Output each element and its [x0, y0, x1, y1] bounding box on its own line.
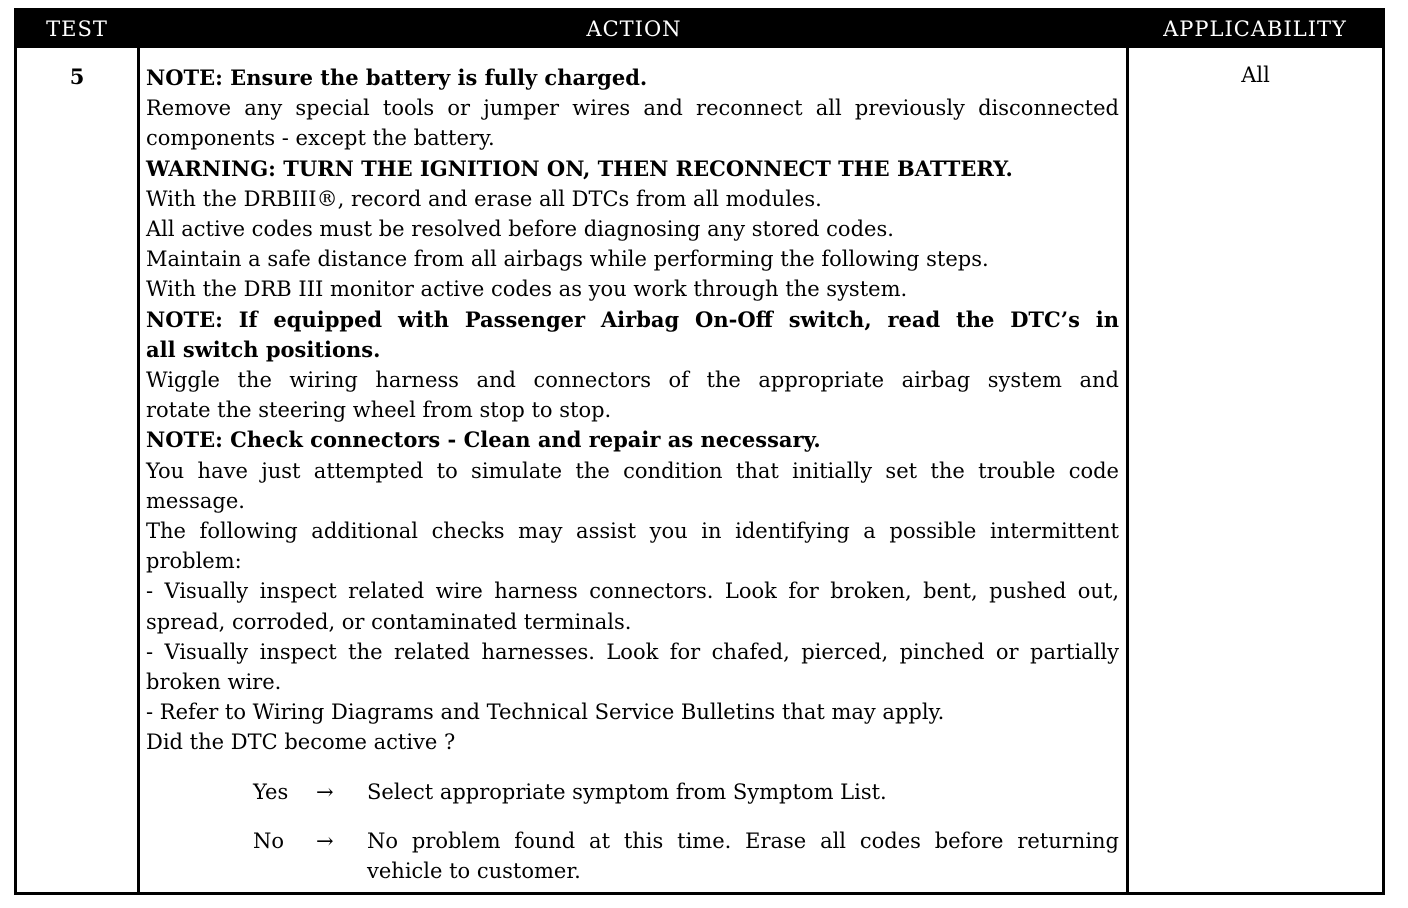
action-cell — [146, 63, 1119, 883]
no-outcome-line: No problem found at this time. Erase all codes before returning — [367, 829, 1119, 853]
arrow-right-icon: → — [316, 780, 334, 804]
yes-label: Yes — [253, 780, 289, 804]
table-header — [17, 11, 1382, 48]
action-line: - Visually inspect related wire harness connectors. Look for broken, bent, pushed out, — [146, 579, 1119, 604]
action-line: Wiggle the wiring harness and connectors of the appropriate airbag system and — [146, 368, 1119, 393]
action-line: All active codes must be resolved before diagnosing any stored codes. — [146, 217, 894, 242]
note-passenger-airbag: NOTE: If equipped with Passenger Airbag On-Off switch, read the DTC’s in — [146, 306, 1119, 332]
action-line: broken wire. — [146, 670, 282, 695]
action-line: - Visually inspect the related harnesses. Look for chafed, pierced, pinched or partially — [146, 639, 1119, 664]
applicability-value: All — [1241, 63, 1270, 87]
action-line: - Refer to Wiring Diagrams and Technical Service Bulletins that may apply. — [146, 700, 945, 725]
action-line: You have just attempted to simulate the condition that initially set the trouble code — [146, 458, 1119, 483]
action-line: Remove any special tools or jumper wires and reconnect all previously disconnected — [146, 96, 1119, 121]
column-divider — [1126, 48, 1129, 892]
no-label: No — [253, 829, 285, 853]
question: Did the DTC become active ? — [146, 730, 456, 755]
no-outcome — [367, 826, 1119, 886]
diagnostic-table — [14, 8, 1385, 895]
header-test: TEST — [46, 17, 108, 41]
no-outcome-line: vehicle to customer. — [367, 859, 581, 883]
test-number: 5 — [69, 64, 85, 89]
action-line: rotate the steering wheel from stop to stop. — [146, 398, 612, 423]
arrow-right-icon: → — [316, 829, 334, 853]
note-battery: NOTE: Ensure the battery is fully charged. — [146, 65, 648, 90]
action-line: With the DRBIII®, record and erase all DTCs from all modules. — [146, 186, 822, 211]
header-applicability: APPLICABILITY — [1163, 17, 1347, 41]
action-line: problem: — [146, 549, 242, 574]
warning-ignition: WARNING: TURN THE IGNITION ON, THEN RECONNECT THE BATTERY. — [146, 155, 1013, 181]
column-divider — [137, 48, 140, 892]
action-line: message. — [146, 488, 245, 513]
action-line: The following additional checks may assist you in identifying a possible intermittent — [146, 519, 1119, 544]
action-line: Maintain a safe distance from all airbags while performing the following steps. — [146, 247, 989, 272]
action-line: With the DRB III monitor active codes as you work through the system. — [146, 277, 908, 302]
header-action: ACTION — [586, 17, 682, 41]
note-passenger-airbag-cont: all switch positions. — [146, 336, 381, 362]
action-line: spread, corroded, or contaminated terminals. — [146, 609, 632, 634]
note-connectors: NOTE: Check connectors - Clean and repair as necessary. — [146, 427, 821, 453]
yes-outcome: Select appropriate symptom from Symptom List. — [367, 780, 887, 804]
action-line: components - except the battery. — [146, 126, 495, 151]
